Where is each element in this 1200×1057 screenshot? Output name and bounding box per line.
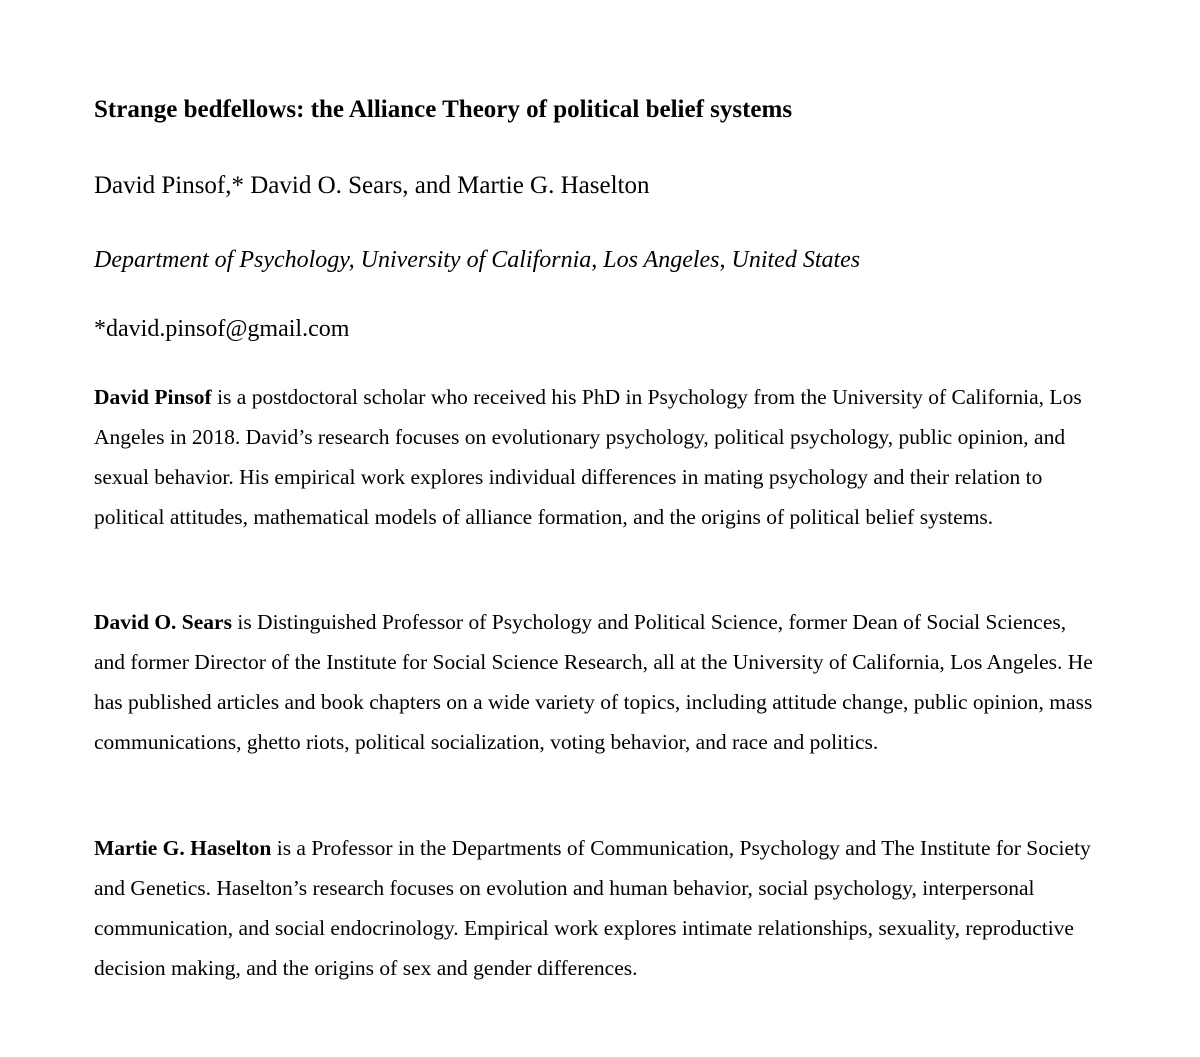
bio-author-name: David O. Sears [94,610,232,634]
bio-author-name: Martie G. Haselton [94,836,272,860]
paper-title: Strange bedfellows: the Alliance Theory of political belief systems [94,96,793,123]
author-bio [94,828,1094,988]
author-bio [94,377,1094,537]
bio-author-name: David Pinsof [94,385,212,409]
affiliation: Department of Psychology, University of California, Los Angeles, United States [94,247,861,273]
corresponding-email: *david.pinsof@gmail.com [94,316,350,342]
bio-text: is a Professor in the Departments of Communication, Psychology and The Institute for Society and Genetics. Haselton’s research focuses on evolution and human behavior, social psychology, interpersonal communication, and social endocrinology. Empirical work explores intimate relationships, sexuality, reproductive decision making, and the origins of sex and gender differences. [94,836,1091,980]
author-bio [94,602,1094,762]
author-list: David Pinsof,* David O. Sears, and Martie G. Haselton [94,172,650,199]
bio-text: is Distinguished Professor of Psychology and Political Science, former Dean of Social Sciences, and former Director of the Institute for Social Science Research, all at the University of California, Los Angeles. He has published articles and book chapters on a wide variety of topics, including attitude change, public opinion, mass communications, ghetto riots, political socialization, voting behavior, and race and politics. [94,610,1093,754]
bio-text: is a postdoctoral scholar who received his PhD in Psychology from the University of California, Los Angeles in 2018. David’s research focuses on evolutionary psychology, political psychology, public opinion, and sexual behavior. His empirical work explores individual differences in mating psychology and their relation to political attitudes, mathematical models of alliance formation, and the origins of political belief systems. [94,385,1082,529]
